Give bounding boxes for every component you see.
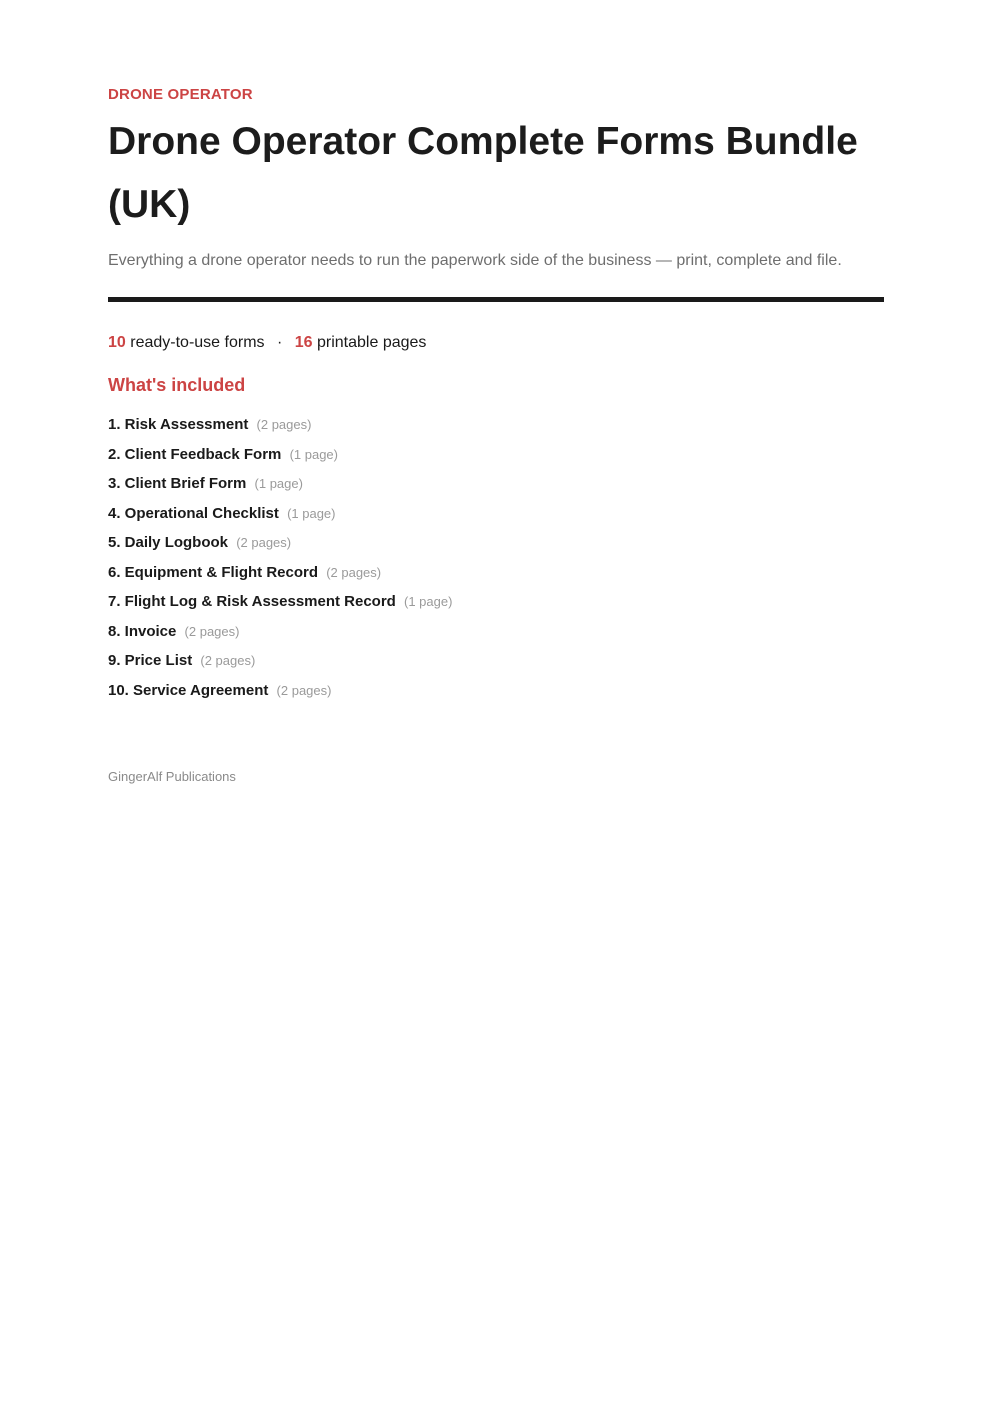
form-name: 7. Flight Log & Risk Assessment Record <box>108 593 396 610</box>
form-name: 2. Client Feedback Form <box>108 445 282 463</box>
included-forms-list <box>108 412 452 707</box>
form-page-count: (1 page) <box>254 476 303 491</box>
form-page-count: (2 pages) <box>236 535 292 550</box>
list-item <box>108 442 452 472</box>
form-page-count: (2 pages) <box>256 417 312 432</box>
included-heading: What's included <box>108 375 246 395</box>
forms-label: ready-to-use forms <box>130 334 265 351</box>
list-item <box>108 501 452 531</box>
form-name: 6. Equipment & Flight Record <box>108 563 319 581</box>
form-name: 5. Daily Logbook <box>108 534 229 551</box>
form-name: 4. Operational Checklist <box>108 504 279 522</box>
list-item <box>108 530 452 560</box>
form-page-count: (1 page) <box>287 505 336 521</box>
form-name: 9. Price List <box>108 652 193 669</box>
list-item <box>108 589 452 619</box>
form-name: 3. Client Brief Form <box>108 475 247 492</box>
forms-count: 10 <box>108 334 126 351</box>
form-page-count: (2 pages) <box>200 653 256 668</box>
form-page-count: (2 pages) <box>326 564 382 580</box>
publisher-footer: GingerAlf Publications <box>108 769 236 784</box>
list-item <box>108 678 452 708</box>
page-title: Drone Operator Complete Forms Bundle (UK) <box>108 120 858 226</box>
category-label: DRONE OPERATOR <box>108 86 253 103</box>
bundle-stats <box>108 331 426 355</box>
pages-label: printable pages <box>317 334 427 351</box>
pages-count: 16 <box>294 334 313 351</box>
list-item <box>108 471 452 501</box>
form-name: 8. Invoice <box>108 622 177 640</box>
form-page-count: (1 page) <box>289 446 338 462</box>
list-item <box>108 619 452 649</box>
page-subtitle: Everything a drone operator needs to run the paperwork side of the business — print, complete and file. <box>108 252 842 269</box>
form-page-count: (2 pages) <box>184 623 240 639</box>
form-page-count: (2 pages) <box>276 682 332 698</box>
list-item <box>108 560 452 590</box>
list-item <box>108 648 452 678</box>
heading-divider <box>108 297 884 302</box>
form-page-count: (1 page) <box>404 594 453 609</box>
form-name: 10. Service Agreement <box>108 681 269 699</box>
list-item <box>108 412 452 442</box>
stats-separator: · <box>276 334 283 351</box>
form-name: 1. Risk Assessment <box>108 416 249 433</box>
